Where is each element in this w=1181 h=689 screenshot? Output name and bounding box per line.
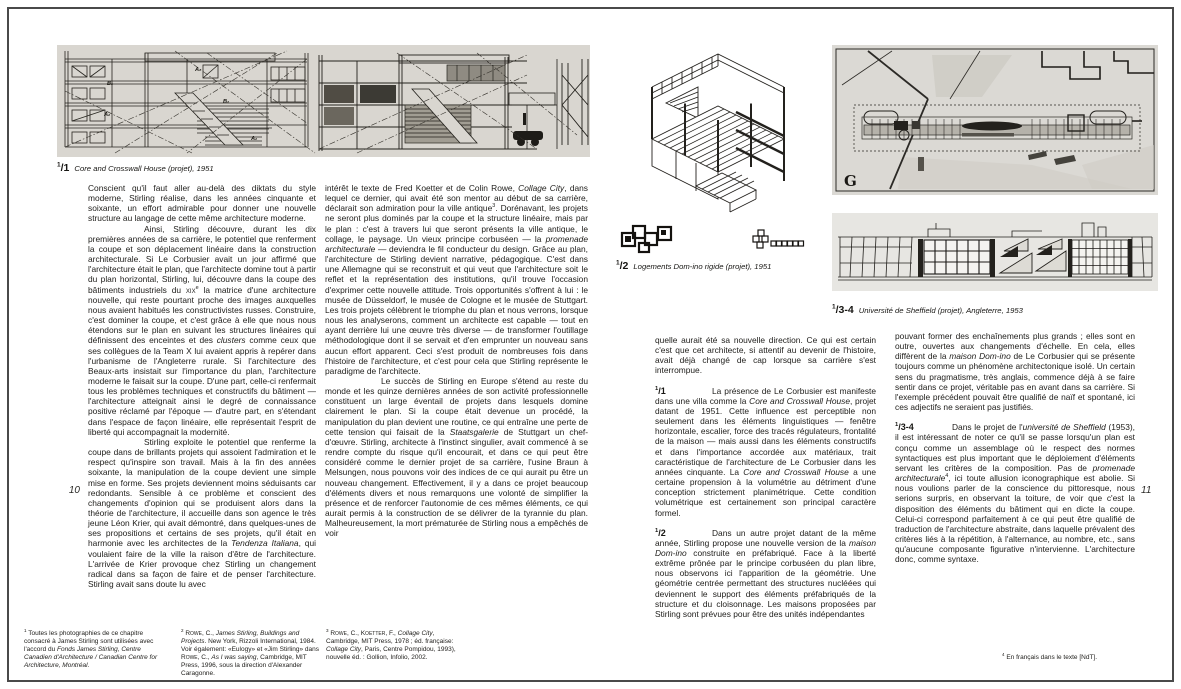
paragraph-text: Dans un autre projet datant de la même année, Stirling propose une nouvelle version de la maison Dom-ino construite en préfabriqué. Face à la liberté extrême prônée par le principe corbuséen du plan libre, nous observons ici l'apparition de la géométrie. Une géométrie centrée permettant des structures nucléées qui deviennent le support des éléments préfabriqués de la structure et du cloisonnage. Les maisons proposées par Stirling sont prévues pour être des unités indépendantes <box>655 527 876 619</box>
footnote-4: $^4$ En français dans le texte [NdT]. <box>1002 651 1098 661</box>
caption-domino <box>616 256 771 274</box>
paragraph: pouvant former des enchaînements plus grands ; elles sont en outre, ouvertes aux changements d'échelle. En cela, elles diffèrent de la maison Dom-ino de Le Corbusier qui se présente toujours comme un phénomène architectonique isolé. Un certain sens du pragmatisme, très anglais, commence déjà à se faire sentir dans ce projet, véritable pas en avant dans sa carrière. Si l'exemple précédent pouvait être qualifié de naïf et spontané, ici ces adjectifs ne seraient pas justifiés. <box>895 331 1135 413</box>
regulating-line-label: B₂ <box>223 99 230 105</box>
figure-core-crosswall-elevations <box>57 45 590 157</box>
sheffield-plan-drawing <box>832 45 1158 195</box>
figure-ref-marker: $^1$/1 <box>655 385 666 396</box>
figure-domino-axonometric <box>636 46 804 224</box>
regulating-line-label: B₁ <box>107 81 114 87</box>
paragraph-text: Dans le projet de l'université de Sheffield (1953), il est intéressant de noter ce qu'il se passe lorsqu'un plan est conçu comme un assemblage où le respect des normes syntactiques est plus important que le déploiement d'éléments servant les critères de la composition. Pas de promenade architecturale$^4$, ici toute allusion iconographique est abolie. Si nous voulions parler de la conscience du pittoresque, nous serions surpris, en observant la toiture, de voir que c'est la disposition des éléments du bâtiment qui en dicte la coupe. Celui-ci correspond parfaitement à ce qui peut être qualifié de traduction de l'architecture abstraite, dans laquelle prévalent des critères liés à la répétition, à l'alternance, au nombre, etc., sans qu'aucune composante figurative n'intervienne. L'architecture donc, comme syntaxe. <box>895 422 1135 565</box>
paragraph-with-figure-ref <box>895 422 1135 564</box>
page-number-right: 11 <box>1141 485 1152 496</box>
domino-axon-drawing <box>636 46 804 224</box>
figure-domino-cluster-plan <box>620 224 674 254</box>
paragraph-text: La présence de Le Corbusier est manifeste dans une villa comme la Core and Crosswall House, projet datant de 1951. Cette influence est perceptible non seulement dans les éléments linguistiques — fenêtre horizontale, escalier, force des tracés régulateurs, frontalité de la maison — mais aussi dans les éléments constructifs et dans l'importance accordée aux matériaux, trait caractéristique de l'architecture de Le Corbusier dans les années cinquante. La Core and Crosswall House a une certaine propension à la volumétrie au détriment d'une conception strictement planimétrique. Cette condition volumétrique est certainement son principal caractère formel. <box>655 385 876 518</box>
caption-text: Université de Sheffield (projet), Angleterre, 1953 <box>858 306 1023 315</box>
regulating-line-label: A₁ <box>195 67 202 73</box>
figure-ref-marker: $^1$/2 <box>655 527 666 538</box>
figure-number: $^1$/3-4 <box>832 303 854 316</box>
paragraph: Ainsi, Stirling découvre, durant les dix premières années de sa carrière, le potentiel que renferment la coupe et son déplacement linéaire dans la construction architecturale. Si Le Corbusier avait un jour affirmé que l'architecture était le plan, que l'architecte domine tout à partir du plan horizontal, Stirling, lui, découvre dans la coupe des bâtiments industriels du xix$^e$ la matrice d'une architecture nouvelle, qui reste pourtant proche des images auxquelles nous avaient habitués les constructivistes russes. Construire, c'est dominer la coupe, et c'est grâce à elle que nous nous étendons sur le plan en suivant les structures linéaires qui définissent des enceintes et des clusters comme ceux que ses collègues de la Team X lui avaient appris à repérer dans l'urbanisme de l'Angleterre rurale. Si l'architecture des Beaux-arts insistait sur l'importance du plan, l'architecture moderne le faisait sur la coupe. D'une part, celle-ci renfermait tous les problèmes techniques et constructifs du bâtiment — l'architecture atteignait ainsi le degré de connaissance positive réclamé par l'époque — d'autre part, en s'étendant dans l'espace de façon linéaire, elle représentait l'esprit de liberté qui accompagnait la modernité. <box>88 223 316 437</box>
caption-text: Logements Dom-ino rigide (projet), 1951 <box>633 262 772 271</box>
caption-sheffield <box>832 300 1023 318</box>
figure-domino-chain-plan <box>746 228 808 252</box>
left-page-column-1 <box>88 183 316 589</box>
figure-number: $^1$/1 <box>57 161 70 174</box>
caption-text: Core and Crosswall House (projet), 1951 <box>74 164 214 173</box>
footnote-2: $^2$ Rowe, C., James Stirling, Buildings and Projects. New York, Rizzoli International, 1984. Voir également: «Eulogy» et «Jim Stirling» dans Rowe, C., As I was saying, Cambridge, MIT Press, 1996, sous la direction d'Alexander Caragonne. <box>181 627 320 677</box>
footnote-3: $^3$ Rowe, C., Koetter, F., Collage City, Cambridge, MIT Press, 1978 ; éd. française: Collage City, Paris, Centre Pompidou, 1993), nouvelle éd. : Gollion, Infolio, 2002. <box>326 627 456 661</box>
core-crosswall-drawing <box>57 45 590 157</box>
paragraph-with-figure-ref <box>655 386 876 518</box>
figure-number: $^1$/2 <box>616 259 629 272</box>
page-number-left: 10 <box>68 485 80 496</box>
left-page-column-2 <box>325 183 588 538</box>
cluster-plan-drawing <box>620 224 674 254</box>
right-page-column-1 <box>655 335 876 619</box>
paragraph: Conscient qu'il faut aller au-delà des diktats du style moderne, Stirling réalise, dans les années cinquante et soixante, un effort admirable pour donner une nouvelle structure au langage de cette même architecture moderne. <box>88 183 316 224</box>
chain-plan-drawing <box>746 228 808 252</box>
paragraph: quelle aurait été sa nouvelle direction. Ce qui est certain c'est que cet architecte, si attentif au devenir de l'histoire, avait déjà changé de cap lorsque sa carrière s'est interrompue. <box>655 335 876 376</box>
figure-sheffield-section <box>832 213 1158 291</box>
figure-sheffield-site-plan <box>832 45 1158 195</box>
footnote-1: $^1$ Toutes les photographies de ce chapitre consacré à James Stirling sont utilisées avec l'accord du Fonds James Stirling, Centre Canadien d'Architecture / Canadian Centre for Architecture, Montréal. <box>24 627 158 669</box>
paragraph: intérêt le texte de Fred Koetter et de Colin Rowe, Collage City, dans lequel ce dernier, qui avait été son mentor au début de sa carrière, déclarait son admiration pour la ville antique$^3$. Dorénavant, les projets ne seront plus dominés par la coupe et la structure linéaire, mais par le plan : c'est à travers lui que seront présents la ville antique, le collage, le paysage. Un vieux principe corbuséen — la promenade architecturale — deviendra le fil conducteur du design. Grâce au plan, l'architecture de Stirling devient narrative, pédagogique. C'est dans une Allemagne qui se reconstruit et qui veut que l'architecture soit le reflet et la représentation des institutions, qu'il trouve l'occasion d'exprimer cette nouvelle attitude. Trois opportunités s'offrent à lui : le musée de Düsseldorf, le musée de Cologne et le musée de Stuttgart. Les trois projets célèbrent le triomphe du plan et nous verrons, lorsque nous les analyserons, comment un architecte est capable — tout en ayant derrière lui une œuvre très diverse — de transformer l'outillage méthodologique dont il se servait et d'en emprunter un nouveau sans aucun effort apparent. Ceci s'est produit de nombreuses fois dans l'histoire de l'architecture, et c'est pour cela que Stirling représente le paradigme de l'architecte. <box>325 183 588 376</box>
plan-grid-label: G <box>844 172 857 190</box>
figure-ref-marker: $^1$/3-4 <box>895 422 914 433</box>
paragraph: Le succès de Stirling en Europe s'étend au reste du monde et les quinze dernières années de son activité professionnelle constituent un large éventail de projets dans lesquels domine clairement le plan. Si la coupe était devenue un procédé, la manipulation du plan devient une routine, ce qui entraîne une perte de cette tension qui faisait de la Staatsgalerie de Stuttgart un chef-d'œuvre. Stirling, architecte à l'instinct singulier, avait commencé à se rendre compte du risque qu'il encourait, et dans ce qui peut être considéré comme le dernier projet de sa carrière, l'usine Braun à Melsungen, nous pouvons voir des indices de ce qui aurait pu être un nouveau changement. Effectivement, il y a dans ce projet beaucoup d'éléments divers et nous remarquons une volonté de simplifier la présence et de renforcer l'autonomie de ces mêmes éléments, ce qui aurait permis à la construction de se délivrer de la tyrannie du plan. Malheureusement, la mort prématurée de Stirling nous a empêchés de voir <box>325 375 589 539</box>
paragraph-with-figure-ref <box>655 528 876 619</box>
caption-core-crosswall <box>57 158 214 176</box>
paragraph: Stirling exploite le potentiel que renferme la coupe dans de brillants projets qui assoient l'admiration et le respect qu'inspire son travail. Mais à la fin des années soixante, la manipulation de la coupe devient une simple mise en forme. Ses projets deviennent moins séduisants car redondants. Sensible à ce problème et conscient des changements d'opinion qui se produisent alors dans la théorie de l'architecture, il accueille dans son agence le très jeune Léon Krier, qui avait démontré, dans quelques-unes de ses propositions et certains de ses projets, qu'il était en harmonie avec les architectes de la Tendenza Italiana, qui voulaient faire de la ville la raison d'être de l'architecture. L'arrivée de Krier provoque chez Stirling un changement radical dans sa façon de faire et de penser l'architecture. Stirling avait sans doute lu avec <box>88 436 316 590</box>
sheffield-section-drawing <box>832 213 1158 291</box>
regulating-line-label: A₂ <box>104 112 111 118</box>
regulating-line-label: A₂ <box>251 136 258 142</box>
right-page-column-2 <box>895 331 1135 564</box>
